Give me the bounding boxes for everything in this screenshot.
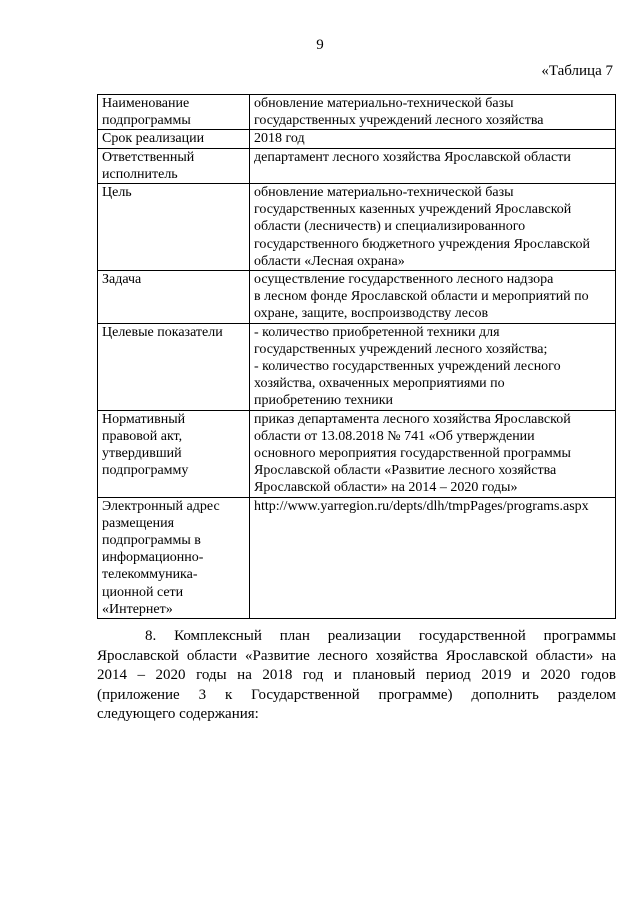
row-value-line: обновление материально-технической базы (254, 185, 514, 201)
row-value-line: обновление материально-технической базы (254, 96, 514, 111)
table-row (98, 323, 616, 410)
row-value-line: в лесном фонде Ярославской области и мероприятий по (254, 289, 589, 305)
row-value-line: приказ департамента лесного хозяйства Ярославской (254, 411, 571, 427)
row-value-line: департамент лесного хозяйства Ярославской области (254, 149, 571, 165)
row-value-line: - количество государственных учреждений лесного (254, 359, 561, 375)
row-value-line: 2018 год (254, 131, 305, 147)
row-label-line: Нормативный (102, 411, 186, 427)
table-row (98, 410, 616, 497)
subprogram-passport-table (97, 94, 616, 619)
row-label-line: Ответственный (102, 149, 195, 165)
paragraph-line: 2014 – 2020 годы на 2018 год и плановый период 2019 и 2020 годов (97, 667, 616, 683)
row-value-cell (250, 271, 616, 324)
table-row (98, 271, 616, 324)
row-value-line: - количество приобретенной техники для (254, 324, 500, 340)
row-label-line: подпрограммы (102, 113, 191, 129)
row-label-line: исполнитель (102, 166, 178, 182)
row-value-line: области «Лесная охрана» (254, 253, 405, 269)
row-value-line: государственного бюджетного учреждения Ярославской (254, 236, 590, 252)
row-label-line: Целевые показатели (102, 324, 223, 340)
row-label-line: подпрограммы в (102, 533, 201, 549)
row-label-line: Срок реализации (102, 131, 205, 147)
row-label-cell (98, 95, 250, 130)
row-label-line: Электронный адрес (102, 498, 220, 514)
row-value-line: основного мероприятия государственной программы (254, 446, 571, 462)
row-value-cell (250, 95, 616, 130)
row-label-cell (98, 323, 250, 410)
row-label-cell (98, 184, 250, 271)
row-value-line: области (лесничеств) и специализированного (254, 219, 526, 235)
row-label-line: ционной сети (102, 584, 184, 600)
row-value-cell (250, 148, 616, 183)
row-label-line: Задача (102, 272, 142, 288)
paragraph-line: Ярославской области «Развитие лесного хозяйства Ярославской области» на (97, 647, 616, 664)
row-label-cell (98, 271, 250, 324)
row-value-cell (250, 410, 616, 497)
row-value-cell (250, 184, 616, 271)
row-value-line: осуществление государственного лесного надзора (254, 272, 554, 288)
row-value-line: государственных учреждений лесного хозяйства; (254, 341, 548, 357)
row-label-line: «Интернет» (102, 601, 173, 617)
row-label-line: телекоммуника- (102, 567, 198, 583)
table-row (98, 148, 616, 183)
row-label-line: информационно- (102, 550, 204, 566)
row-value-line: охране, защите, воспроизводству лесов (254, 306, 489, 322)
row-value-line: Ярославской области» на 2014 – 2020 годы» (254, 480, 518, 496)
paragraph-line: 8. Комплексный план реализации государственной программы (145, 628, 616, 644)
row-label-cell (98, 497, 250, 618)
row-label-line: размещения (102, 515, 175, 531)
row-label-cell (98, 130, 250, 148)
row-value-cell (250, 130, 616, 148)
table-row (98, 184, 616, 271)
row-label-line: утвердивший (102, 446, 182, 462)
row-label-line: Цель (102, 185, 132, 201)
row-value-line: приобретению техники (254, 393, 394, 409)
row-label-cell (98, 410, 250, 497)
row-value-line: государственных казенных учреждений Ярославской (254, 202, 572, 218)
row-value-line: государственных учреждений лесного хозяйства (254, 113, 544, 129)
row-value-cell (250, 323, 616, 410)
row-value-cell (250, 497, 616, 618)
row-value-line: области от 13.08.2018 № 741 «Об утверждении (254, 428, 535, 444)
table-row (98, 95, 616, 130)
row-label-line: Наименование (102, 96, 190, 111)
paragraph-line: (приложение 3 к Государственной программе) дополнить разделом (97, 686, 616, 703)
row-label-cell (98, 148, 250, 183)
table-caption: «Таблица 7 (541, 63, 613, 79)
paragraph-line: следующего содержания: (97, 706, 259, 722)
row-value-line: http://www.yarregion.ru/depts/dlh/tmpPages/programs.aspx (254, 498, 589, 514)
page-number: 9 (316, 37, 324, 53)
body-paragraph (97, 627, 616, 725)
row-label-line: правовой акт, (102, 428, 183, 444)
row-value-line: Ярославской области «Развитие лесного хозяйства (254, 463, 557, 479)
row-value-line: хозяйства, охваченных мероприятиями по (254, 376, 505, 392)
row-label-line: подпрограмму (102, 463, 189, 479)
table-row (98, 497, 616, 618)
table-row (98, 130, 616, 148)
table-body (98, 95, 616, 619)
